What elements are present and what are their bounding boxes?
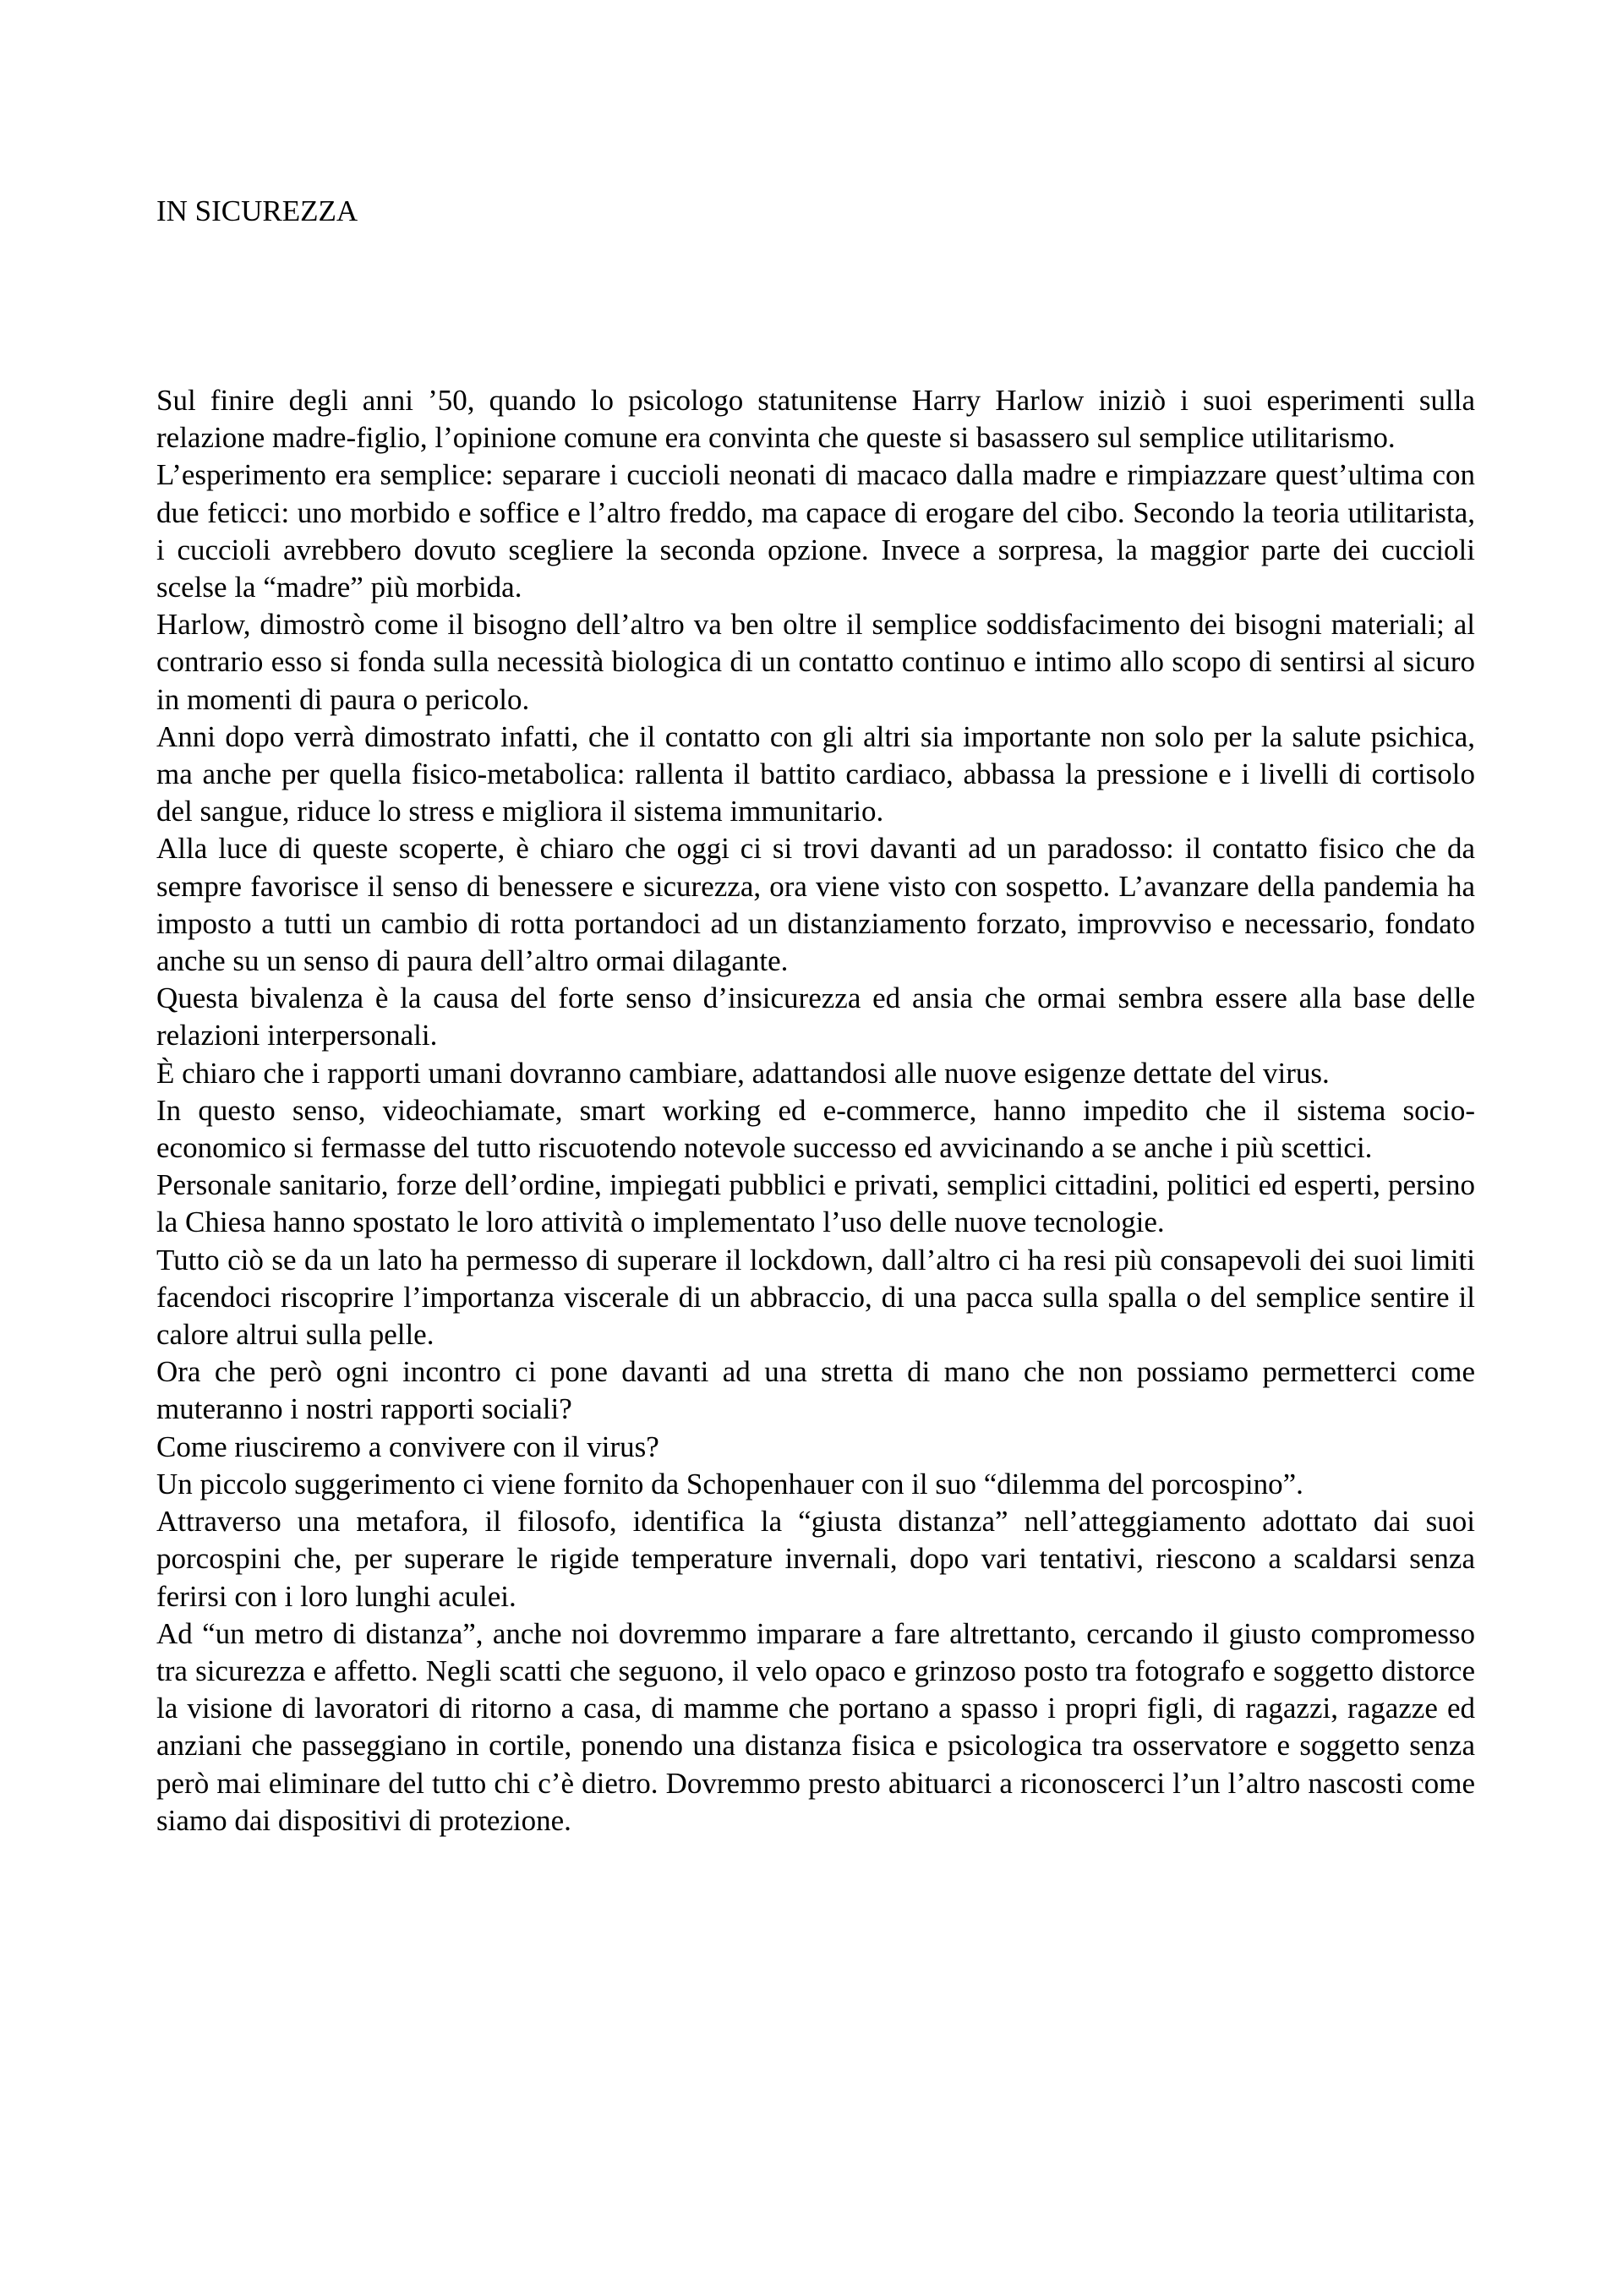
paragraph-6: Questa bivalenza è la causa del forte senso d’insicurezza ed ansia che ormai sembra essere alla base delle relazioni interpersonali.	[156, 981, 1475, 1052]
paragraph-4: Anni dopo verrà dimostrato infatti, che il contatto con gli altri sia importante non solo per la salute psichica, ma anche per quella fisico-metabolica: rallenta il battito cardiaco, abbassa la pressione e i livelli di cortisolo del sangue, riduce lo stress e migliora il sistema immunitario.	[156, 719, 1475, 828]
paragraph-10: Tutto ciò se da un lato ha permesso di superare il lockdown, dall’altro ci ha resi più consapevoli dei suoi limiti facendoci riscoprire l’importanza viscerale di un abbraccio, di una pacca sulla spalla o del semplice sentire il calore altrui sulla pelle.	[156, 1243, 1475, 1352]
paragraph-15: Ad “un metro di distanza”, anche noi dovremmo imparare a fare altrettanto, cercando il giusto compromesso tra sicurezza e affetto. Negli scatti che seguono, il velo opaco e grinzoso posto tra fotografo e soggetto distorce la visione di lavoratori di ritorno a casa, di mamme che portano a spasso i propri figli, di ragazzi, ragazze ed anziani che passeggiano in cortile, ponendo una distanza fisica e psicologica tra osservatore e soggetto senza però mai eliminare del tutto chi c’è dietro. Dovremmo presto abituarci a riconoscerci l’un l’altro nascosti come siamo dai dispositivi di protezione.	[156, 1616, 1475, 1837]
paragraph-14: Attraverso una metafora, il filosofo, identifica la “giusta distanza” nell’atteggiamento adottato dai suoi porcospini che, per superare le rigide temperature invernali, dopo vari tentativi, riescono a scaldarsi senza ferirsi con i loro lunghi aculei.	[156, 1505, 1475, 1613]
paragraph-12: Come riusciremo a convivere con il virus?	[156, 1430, 659, 1463]
paragraph-2: L’esperimento era semplice: separare i cuccioli neonati di macaco dalla madre e rimpiazzare quest’ultima con due feticci: uno morbido e soffice e l’altro freddo, ma capace di erogare del cibo. Secondo la teoria utilitarista, i cuccioli avrebbero dovuto scegliere la seconda opzione. Invece a sorpresa, la maggior parte dei cuccioli scelse la “madre” più morbida.	[156, 458, 1475, 604]
paragraph-13: Un piccolo suggerimento ci viene fornito da Schopenhauer con il suo “dilemma del porcospino”.	[156, 1467, 1303, 1501]
paragraph-7: È chiaro che i rapporti umani dovranno cambiare, adattandosi alle nuove esigenze dettate del virus.	[156, 1056, 1330, 1090]
paragraph-5: Alla luce di queste scoperte, è chiaro che oggi ci si trovi davanti ad un paradosso: il contatto fisico che da sempre favorisce il senso di benessere e sicurezza, ora viene visto con sospetto. L’avanzare della pandemia ha imposto a tutti un cambio di rotta portandoci ad un distanziamento forzato, improvviso e necessario, fondato anche su un senso di paura dell’altro ormai dilagante.	[156, 832, 1475, 978]
paragraph-3: Harlow, dimostrò come il bisogno dell’altro va ben oltre il semplice soddisfacimento dei bisogni materiali; al contrario esso si fonda sulla necessità biologica di un contatto continuo e intimo allo scopo di sentirsi al sicuro in momenti di paura o pericolo.	[156, 608, 1475, 716]
paragraph-9: Personale sanitario, forze dell’ordine, impiegati pubblici e privati, semplici cittadini, politici ed esperti, persino la Chiesa hanno spostato le loro attività o implementato l’uso delle nuove tecnologie.	[156, 1168, 1475, 1239]
paragraph-1: Sul finire degli anni ’50, quando lo psicologo statunitense Harry Harlow iniziò i suoi esperimenti sulla relazione madre-figlio, l’opinione comune era convinta che queste si basassero sul semplice utilitarismo.	[156, 384, 1475, 455]
paragraph-8: In questo senso, videochiamate, smart working ed e-commerce, hanno impedito che il sistema socio-economico si fermasse del tutto riscuotendo notevole successo ed avvicinando a se anche i più scettici.	[156, 1093, 1475, 1165]
paragraph-11: Ora che però ogni incontro ci pone davanti ad una stretta di mano che non possiamo permetterci come muteranno i nostri rapporti sociali?	[156, 1355, 1475, 1426]
document-title: IN SICUREZZA	[156, 194, 358, 227]
document-body	[156, 382, 1475, 1840]
